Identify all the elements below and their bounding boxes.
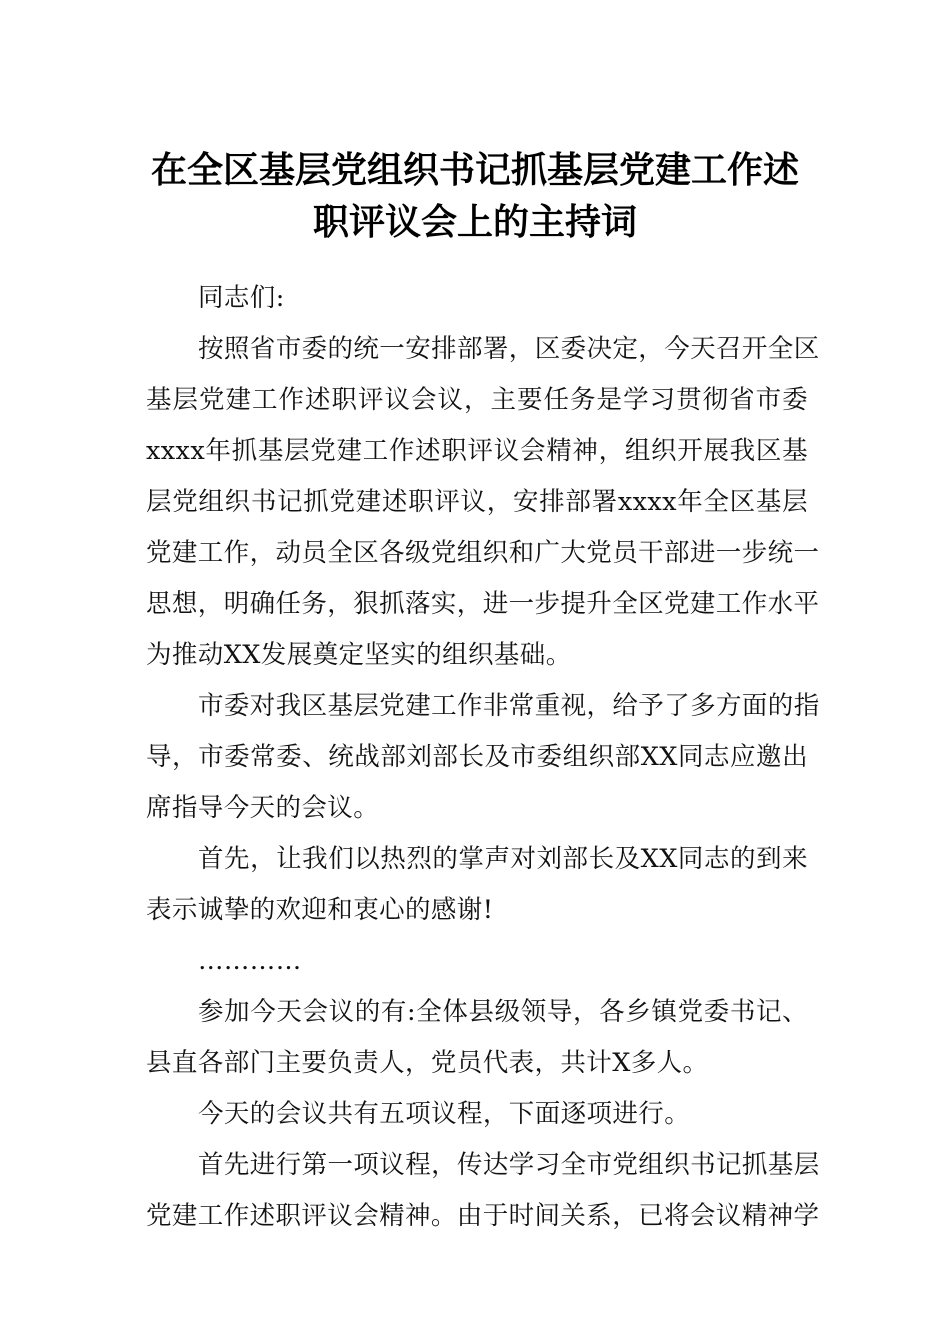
body-line: xxxx年抓基层党建工作述职评议会精神，组织开展我区基: [146, 436, 808, 466]
body-line: 思想，明确任务，狠抓落实，进一步提升全区党建工作水平: [146, 589, 820, 619]
body-line: 市委对我区基层党建工作非常重视，给予了多方面的指: [198, 691, 820, 721]
body-line: 为推动XX发展奠定坚实的组织基础。: [146, 640, 572, 670]
body-line: 基层党建工作述职评议会议，主要任务是学习贯彻省市委: [146, 385, 808, 415]
document-title-line-2: 职评议会上的主持词: [312, 202, 637, 243]
body-line: 参加今天会议的有:全体县级领导，各乡镇党委书记、: [198, 997, 808, 1027]
ellipsis-line: …………: [198, 946, 302, 976]
salutation-line: 同志们:: [198, 283, 285, 313]
body-line: 首先，让我们以热烈的掌声对刘部长及XX同志的到来: [198, 844, 808, 874]
document-body: [146, 273, 820, 1242]
body-line: 按照省市委的统一安排部署，区委决定，今天召开全区: [198, 334, 820, 364]
body-line: 党建工作，动员全区各级党组织和广大党员干部进一步统一: [146, 538, 820, 568]
body-line: 党建工作述职评议会精神。由于时间关系，已将会议精神学: [146, 1201, 820, 1231]
body-line: 导，市委常委、统战部刘部长及市委组织部XX同志应邀出: [146, 742, 808, 772]
body-line: 席指导今天的会议。: [146, 793, 380, 823]
body-line: 表示诚挚的欢迎和衷心的感谢!: [146, 895, 494, 925]
body-line: 层党组织书记抓党建述职评议，安排部署xxxx年全区基层: [146, 487, 808, 517]
body-line: 县直各部门主要负责人，党员代表，共计X多人。: [146, 1048, 709, 1078]
body-line: 首先进行第一项议程，传达学习全市党组织书记抓基层: [198, 1150, 820, 1180]
document-title-line-1: 在全区基层党组织书记抓基层党建工作述: [150, 150, 799, 191]
body-line: 今天的会议共有五项议程，下面逐项进行。: [198, 1099, 691, 1129]
